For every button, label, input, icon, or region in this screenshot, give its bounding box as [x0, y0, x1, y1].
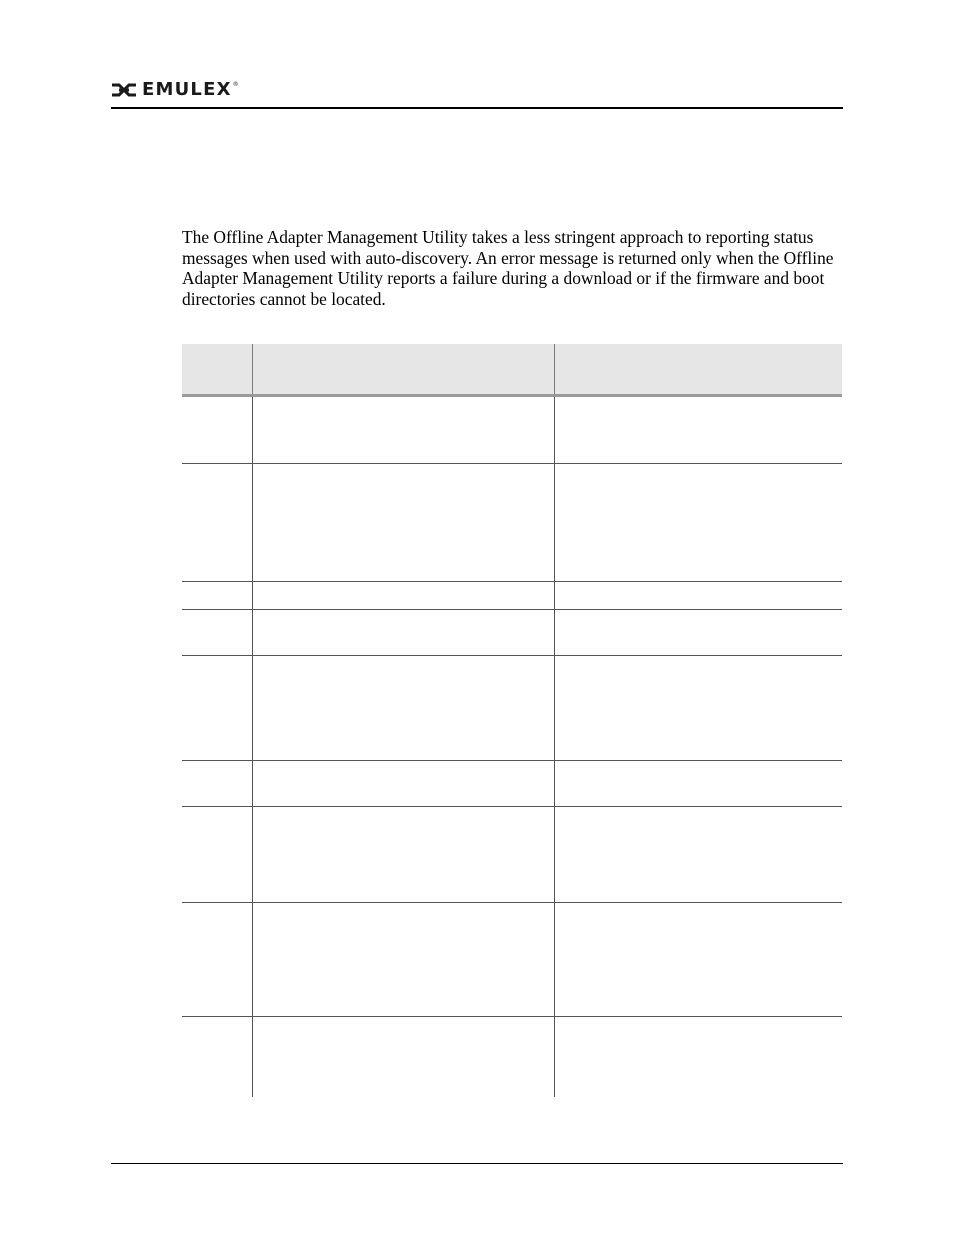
status-table: [182, 344, 842, 1097]
table-cell: [252, 1017, 554, 1097]
table-cell: [554, 610, 842, 656]
table-cell: [252, 761, 554, 807]
table-cell: [554, 903, 842, 1017]
table-row: [182, 582, 842, 610]
table-cell: [182, 656, 252, 761]
emulex-logo: [111, 80, 239, 100]
header-divider: [111, 107, 843, 109]
table-cell: [252, 903, 554, 1017]
brand-name: EMULEX: [142, 79, 232, 100]
footer-divider: [111, 1163, 843, 1164]
table-row: [182, 656, 842, 761]
table-row: [182, 610, 842, 656]
intro-paragraph: The Offline Adapter Management Utility takes a less stringent approach to reporting status messages when used with auto-discovery. An error message is returned only when the Offline Adapter Management Utility reports a failure during a download or if the firmware and boot directories cannot be located.: [182, 227, 834, 309]
table-header-cell: [554, 344, 842, 396]
table-cell: [554, 807, 842, 903]
table-row: [182, 903, 842, 1017]
table-row: [182, 1017, 842, 1097]
table-cell: [554, 582, 842, 610]
table-cell: [252, 807, 554, 903]
table-cell: [554, 761, 842, 807]
table-cell: [182, 1017, 252, 1097]
table-cell: [182, 903, 252, 1017]
table-cell: [252, 656, 554, 761]
table-cell: [252, 464, 554, 582]
table-cell: [182, 396, 252, 464]
table-cell: [252, 582, 554, 610]
table-cell: [182, 807, 252, 903]
emulex-logo-icon: [111, 82, 137, 98]
table-cell: [554, 1017, 842, 1097]
table-cell: [554, 656, 842, 761]
table-header-row: [182, 344, 842, 396]
registered-mark: ®: [232, 80, 239, 88]
table-cell: [252, 610, 554, 656]
table-cell: [182, 464, 252, 582]
table-header-cell: [252, 344, 554, 396]
table-cell: [252, 396, 554, 464]
table-header-cell: [182, 344, 252, 396]
table-cell: [182, 761, 252, 807]
table-row: [182, 396, 842, 464]
table-row: [182, 464, 842, 582]
table-cell: [182, 610, 252, 656]
table-cell: [554, 464, 842, 582]
table-row: [182, 807, 842, 903]
table-cell: [554, 396, 842, 464]
table-row: [182, 761, 842, 807]
table-cell: [182, 582, 252, 610]
